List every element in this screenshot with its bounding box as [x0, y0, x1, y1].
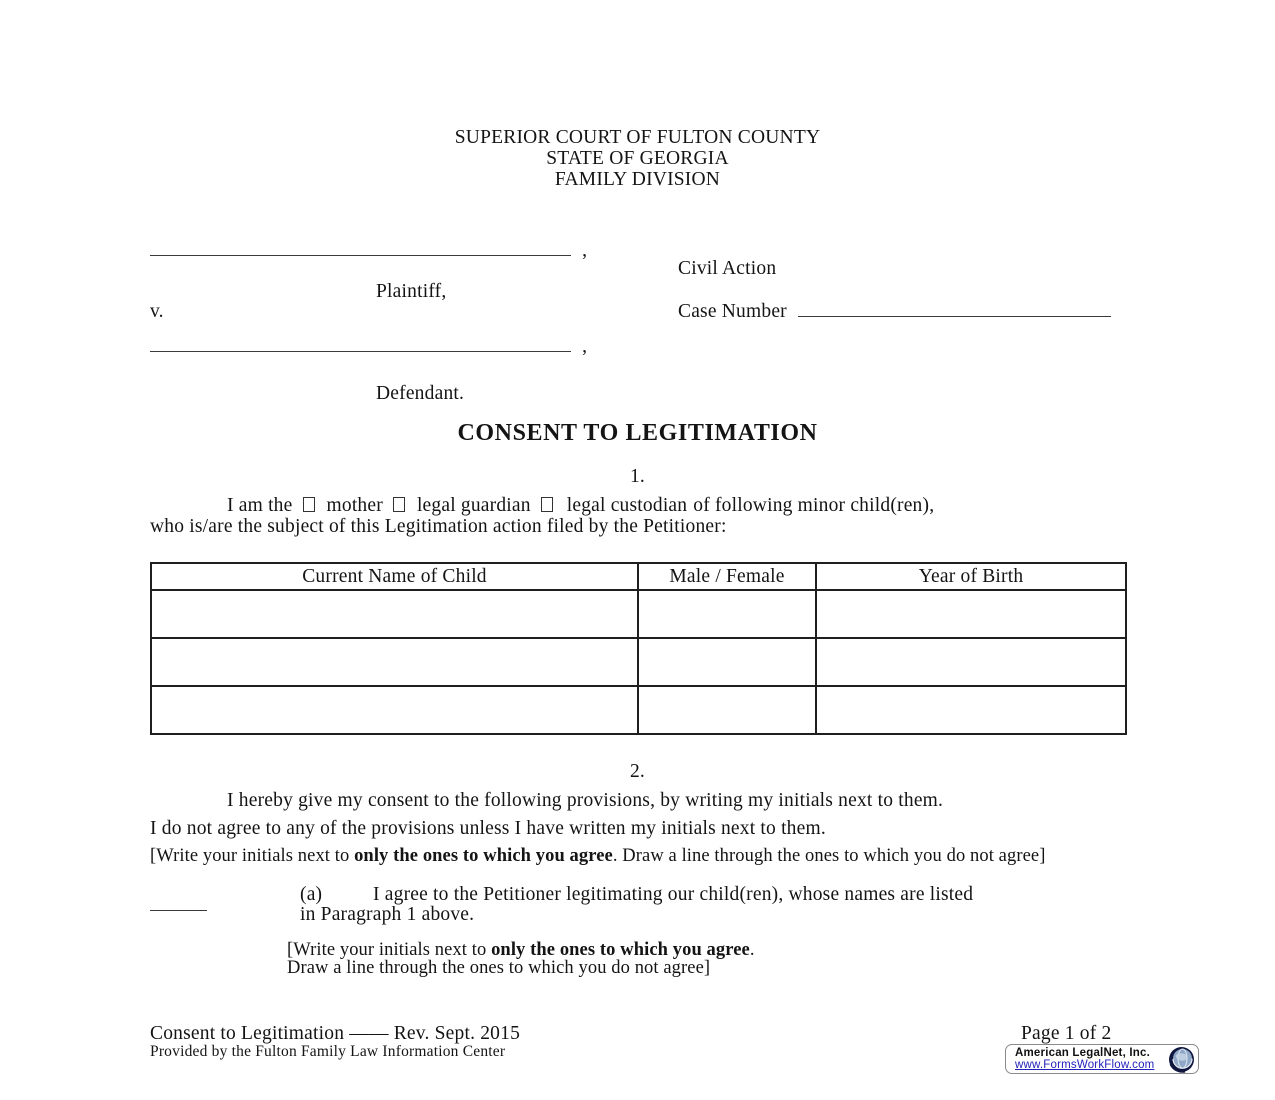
- table-cell-sex-2[interactable]: [638, 638, 816, 686]
- defendant-name-blank[interactable]: [150, 333, 571, 352]
- page-title: CONSENT TO LEGITIMATION: [457, 420, 818, 446]
- badge-url-link[interactable]: www.FormsWorkFlow.com: [1015, 1058, 1155, 1071]
- table-cell-name-3[interactable]: [151, 686, 638, 734]
- plaintiff-name-blank[interactable]: [150, 237, 571, 256]
- versus-label: v.: [150, 301, 164, 322]
- table-cell-name-1[interactable]: [151, 590, 638, 638]
- intro-end: of following minor child(ren),: [693, 495, 935, 516]
- court-division: FAMILY DIVISION: [554, 169, 721, 190]
- table-cell-year-3[interactable]: [816, 686, 1126, 734]
- item-a-text-line1: I agree to the Petitioner legitimating our child(ren), whose names are listed: [373, 884, 974, 905]
- plaintiff-label: Plaintiff,: [376, 281, 447, 302]
- case-number-label: Case Number: [678, 301, 787, 322]
- header-male-female: Male / Female: [638, 563, 816, 590]
- section-2-sentence2: I do not agree to any of the provisions unless I have written my initials next to them.: [150, 818, 826, 839]
- section-2-sentence1: I hereby give my consent to the following provisions, by writing my initials next to them.: [227, 790, 944, 811]
- plaintiff-name-line: [150, 237, 587, 262]
- header-child-name: Current Name of Child: [151, 563, 638, 590]
- defendant-label: Defendant.: [376, 383, 465, 404]
- table-cell-sex-3[interactable]: [638, 686, 816, 734]
- footer-doc-title: Consent to Legitimation —— Rev. Sept. 2015: [150, 1023, 521, 1044]
- court-state: STATE OF GEORGIA: [546, 148, 729, 169]
- instruction2-line1: [287, 942, 755, 960]
- intro-start: I am the: [227, 495, 293, 516]
- provision-item-a: [150, 884, 1125, 930]
- court-header: [0, 127, 1275, 190]
- instruction2-post: .: [749, 940, 755, 960]
- globe-icon: [1168, 1046, 1195, 1073]
- initials-instruction: [150, 847, 1135, 865]
- item-a-enum: (a): [300, 884, 323, 905]
- section-1-number: 1.: [629, 466, 646, 487]
- instruction-pre: [Write your initials next to: [150, 846, 355, 866]
- case-number-blank[interactable]: [798, 300, 1111, 317]
- section-1-intro-line1: [150, 495, 934, 517]
- legal-custodian-checkbox-icon[interactable]: [541, 497, 553, 512]
- table-cell-sex-1[interactable]: [638, 590, 816, 638]
- legal-guardian-checkbox-icon[interactable]: [393, 497, 405, 512]
- case-number-row: [678, 300, 1111, 323]
- instruction2-pre: [Write your initials next to: [287, 940, 492, 960]
- option-mother: mother: [326, 495, 383, 516]
- table-row: [151, 638, 1126, 686]
- item-a-text-line2: in Paragraph 1 above.: [300, 904, 475, 925]
- civil-action-label: Civil Action: [678, 258, 777, 279]
- plaintiff-line-comma: ,: [582, 240, 588, 261]
- defendant-name-line: [150, 333, 587, 358]
- legalnet-badge: [1005, 1044, 1199, 1074]
- initials-instruction-2: [287, 942, 755, 977]
- option-legal-custodian: legal custodian: [566, 495, 688, 516]
- table-cell-name-2[interactable]: [151, 638, 638, 686]
- footer-provider: Provided by the Fulton Family Law Information Center: [150, 1043, 506, 1060]
- defendant-line-comma: ,: [582, 336, 588, 357]
- badge-text: [1015, 1047, 1166, 1072]
- instruction-bold: only the ones to which you agree: [354, 846, 613, 866]
- initials-blank[interactable]: [150, 896, 207, 911]
- court-name: SUPERIOR COURT OF FULTON COUNTY: [454, 127, 821, 148]
- table-row: [151, 686, 1126, 734]
- instruction2-line2: Draw a line through the ones to which you do not agree]: [287, 957, 711, 978]
- mother-checkbox-icon[interactable]: [303, 497, 315, 512]
- badge-company: American LegalNet, Inc.: [1015, 1046, 1150, 1059]
- table-row: [151, 590, 1126, 638]
- children-table: [150, 562, 1127, 735]
- section-1-intro-line2: who is/are the subject of this Legitimation action filed by the Petitioner:: [150, 516, 727, 537]
- section-2-number: 2.: [629, 761, 646, 782]
- table-cell-year-1[interactable]: [816, 590, 1126, 638]
- page-indicator: Page 1 of 2: [1021, 1023, 1112, 1044]
- option-legal-guardian: legal guardian: [416, 495, 531, 516]
- instruction-post: . Draw a line through the ones to which you do not agree]: [612, 846, 1046, 866]
- table-cell-year-2[interactable]: [816, 638, 1126, 686]
- instruction2-bold: only the ones to which you agree: [491, 940, 750, 960]
- header-year-of-birth: Year of Birth: [816, 563, 1126, 590]
- table-header-row: [151, 563, 1126, 590]
